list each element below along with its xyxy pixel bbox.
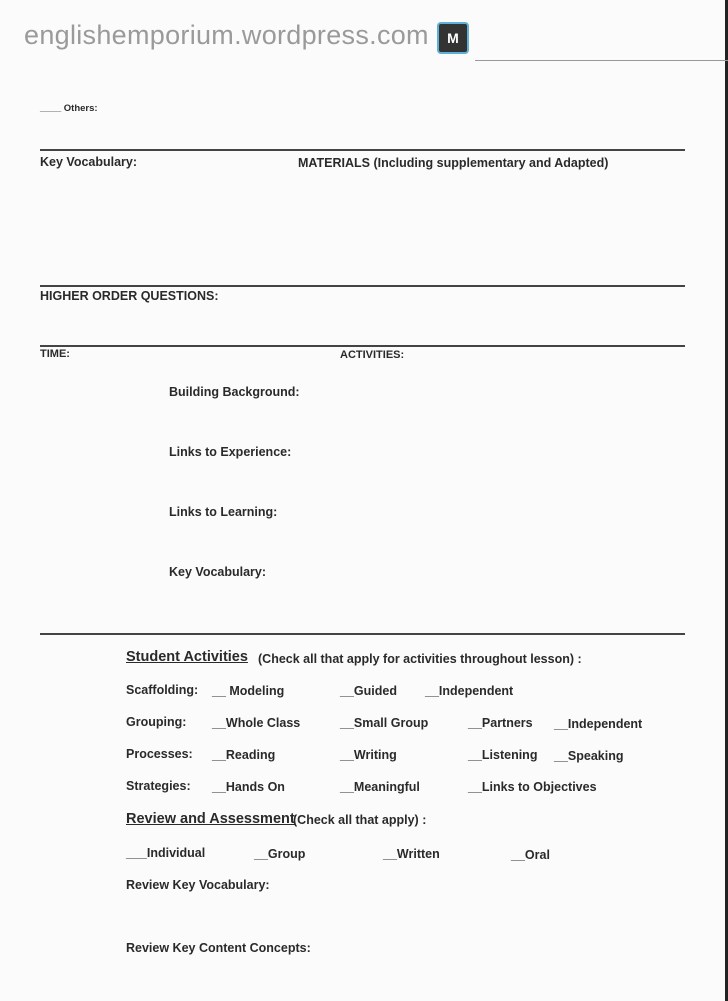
- review-key-vocabulary-label: Review Key Vocabulary:: [126, 878, 270, 892]
- option-group[interactable]: __Group: [254, 847, 306, 861]
- divider: [40, 149, 685, 151]
- option-written[interactable]: __Written: [383, 847, 440, 861]
- option-independent[interactable]: __Independent: [425, 684, 514, 698]
- option-independent-grouping[interactable]: __Independent: [554, 717, 643, 731]
- option-individual[interactable]: ___Individual: [126, 846, 206, 860]
- row-label-scaffolding: Scaffolding:: [126, 683, 199, 697]
- divider: [40, 633, 685, 635]
- option-whole-class[interactable]: __Whole Class: [212, 716, 301, 730]
- option-partners[interactable]: __Partners: [468, 716, 533, 730]
- option-meaningful[interactable]: __Meaningful: [340, 780, 420, 794]
- review-key-content-concepts-label: Review Key Content Concepts:: [126, 941, 311, 955]
- others-label: ____ Others:: [40, 103, 98, 114]
- review-assessment-note: (Check all that apply) :: [293, 813, 427, 827]
- higher-order-questions-label: HIGHER ORDER QUESTIONS:: [40, 289, 219, 303]
- option-modeling[interactable]: __ Modeling: [212, 684, 285, 698]
- time-label: TIME:: [40, 348, 70, 360]
- option-listening[interactable]: __Listening: [468, 748, 538, 762]
- key-vocabulary-label: Key Vocabulary:: [40, 155, 138, 169]
- watermark-text: englishemporium.wordpress.com: [24, 20, 429, 50]
- divider: [40, 285, 685, 287]
- option-writing[interactable]: __Writing: [340, 748, 397, 762]
- option-links-objectives[interactable]: __Links to Objectives: [468, 780, 597, 794]
- prompt-links-learning: Links to Learning:: [169, 505, 278, 519]
- review-assessment-heading: Review and Assessment: [126, 811, 295, 827]
- activities-label: ACTIVITIES:: [340, 349, 405, 361]
- option-speaking[interactable]: __Speaking: [554, 749, 624, 763]
- option-small-group[interactable]: __Small Group: [340, 716, 429, 730]
- divider: [40, 345, 685, 347]
- option-reading[interactable]: __Reading: [212, 748, 276, 762]
- divider: [475, 60, 728, 61]
- prompt-building-background: Building Background:: [169, 385, 300, 399]
- student-activities-heading: Student Activities: [126, 649, 248, 665]
- row-label-grouping: Grouping:: [126, 715, 187, 729]
- student-activities-note: (Check all that apply for activities throughout lesson) :: [258, 652, 582, 666]
- prompt-links-experience: Links to Experience:: [169, 445, 292, 459]
- logo-icon: M: [437, 22, 469, 54]
- option-guided[interactable]: __Guided: [340, 684, 397, 698]
- prompt-key-vocabulary: Key Vocabulary:: [169, 565, 267, 579]
- option-hands-on[interactable]: __Hands On: [212, 780, 285, 794]
- materials-label: MATERIALS (Including supplementary and Adapted): [298, 156, 609, 170]
- option-oral[interactable]: __Oral: [511, 848, 550, 862]
- row-label-processes: Processes:: [126, 747, 193, 761]
- row-label-strategies: Strategies:: [126, 779, 191, 793]
